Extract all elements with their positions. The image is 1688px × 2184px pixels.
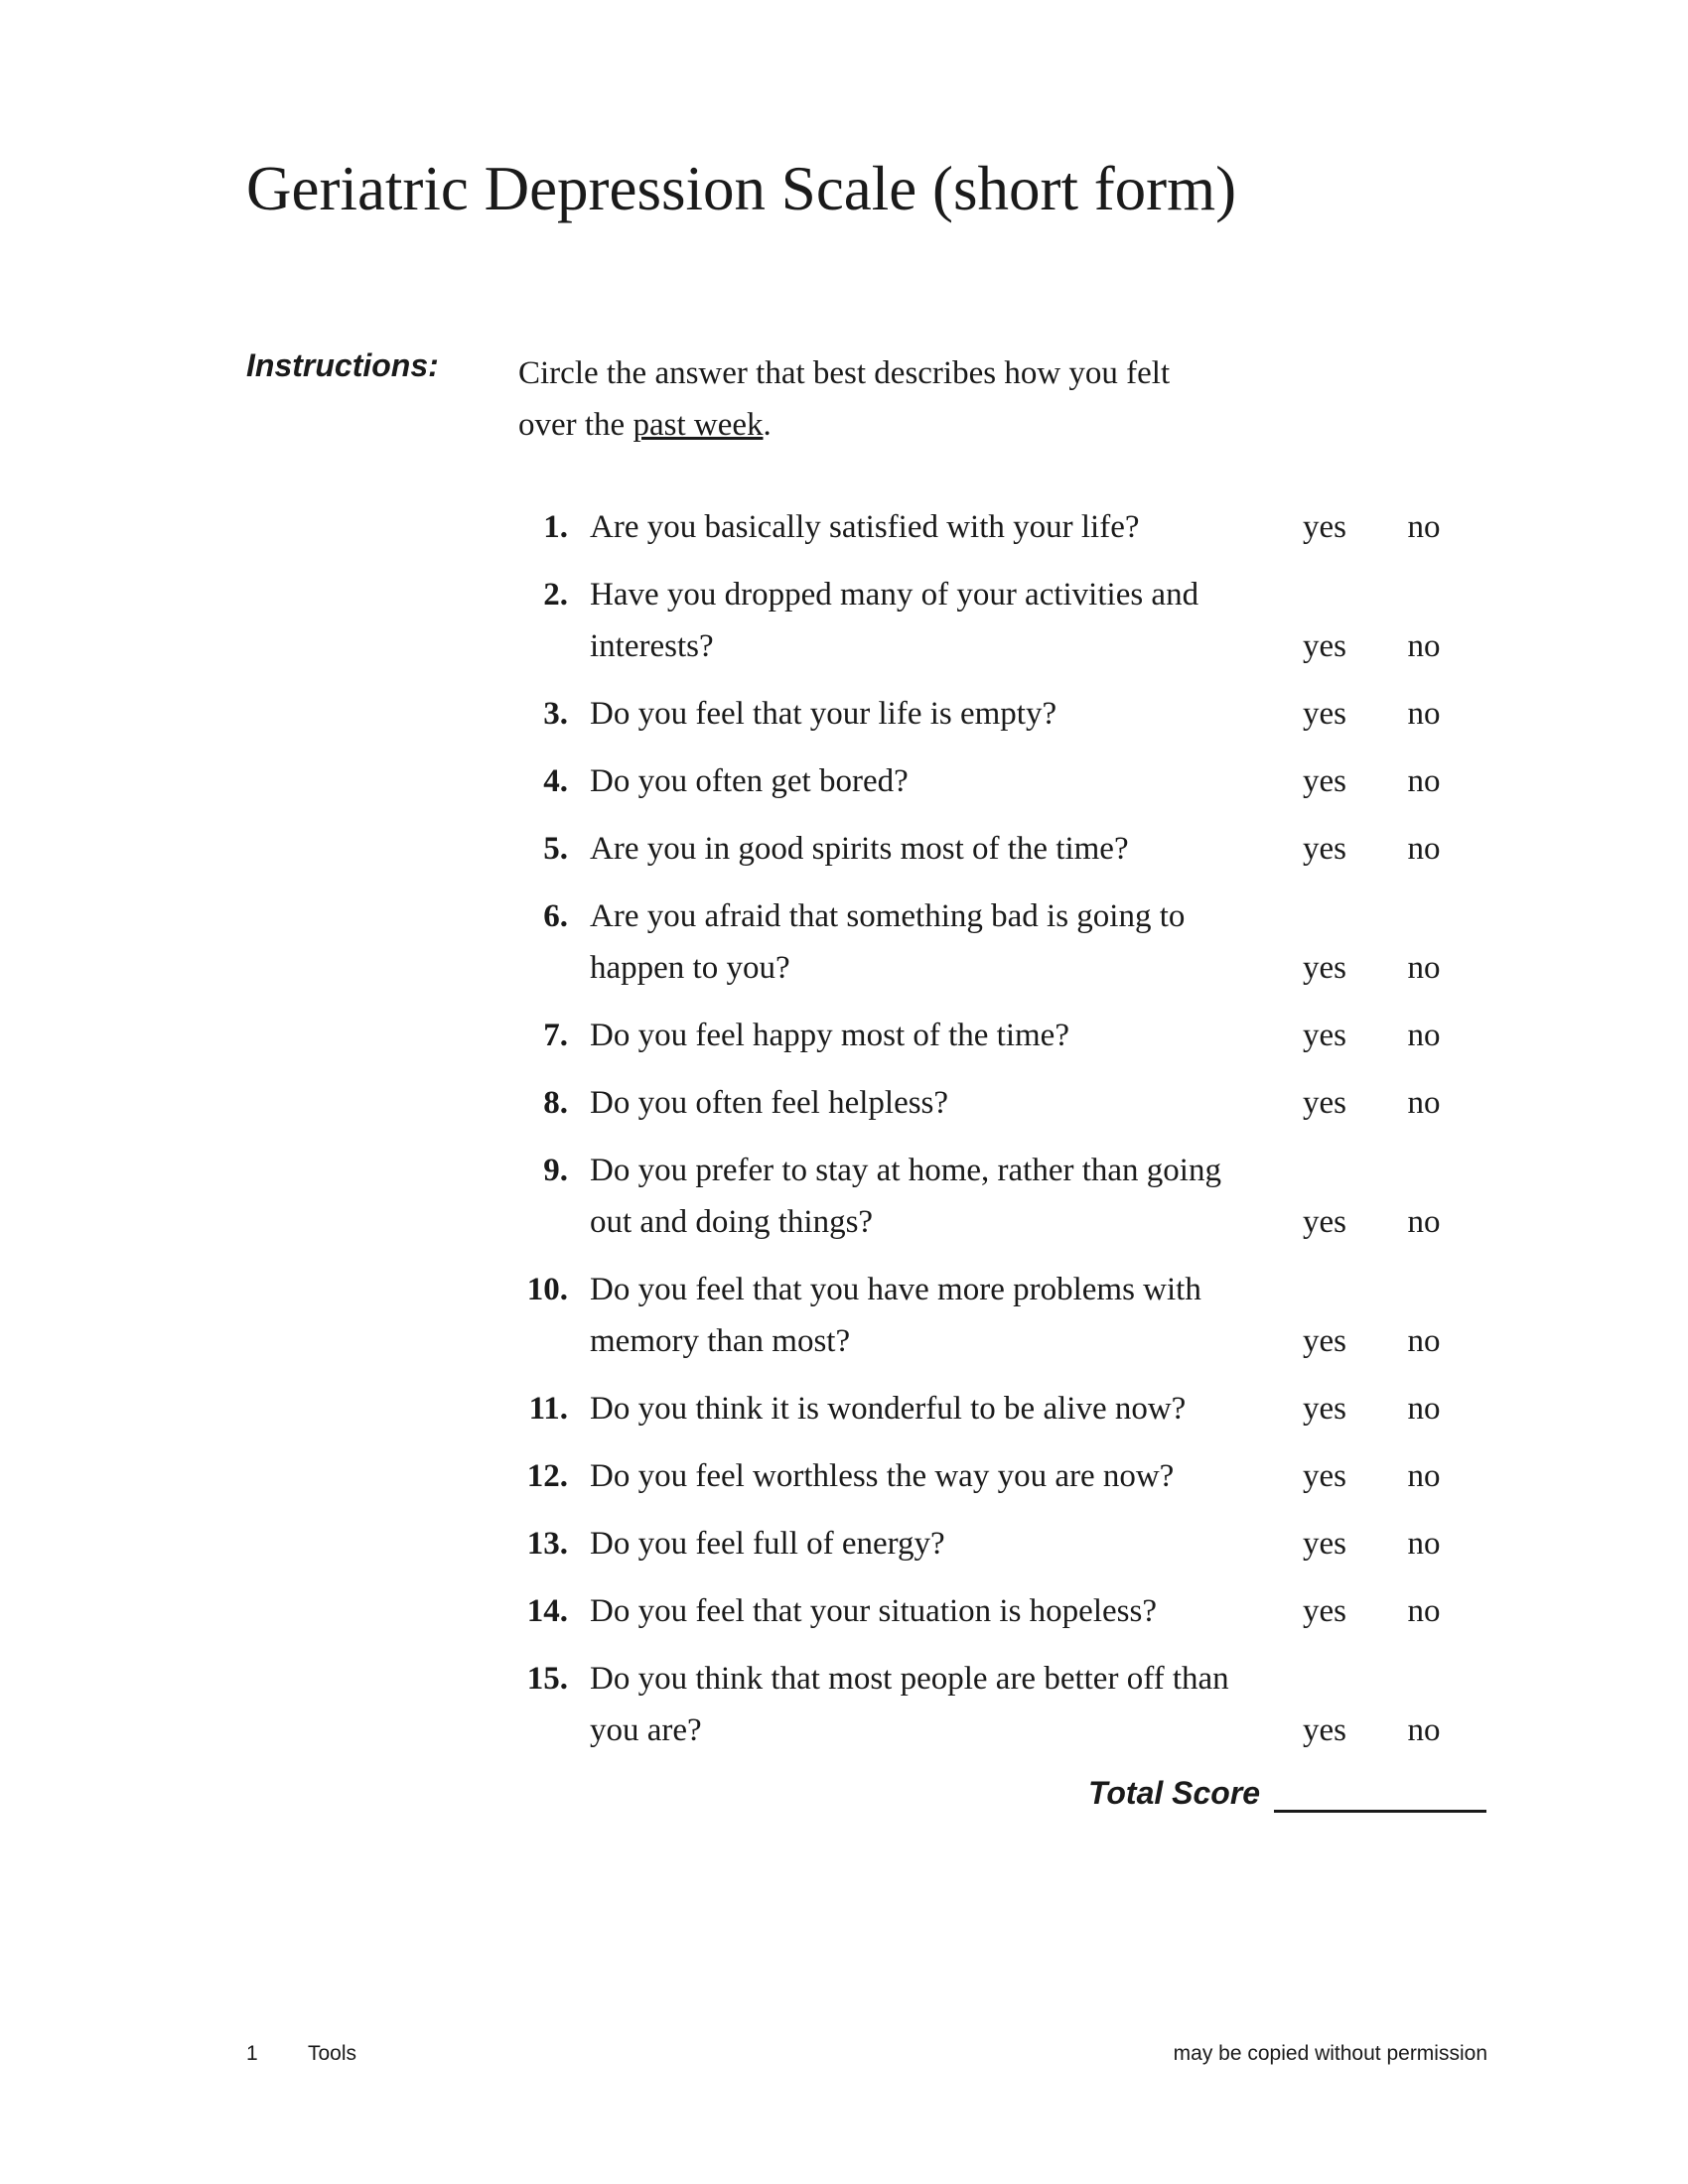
question-text: Do you feel that your life is empty? (590, 696, 1057, 732)
question-number: 13. (526, 1526, 568, 1562)
question-row (496, 688, 1489, 740)
answer-yes[interactable]: yes (1303, 831, 1346, 867)
question-text: Do you think it is wonderful to be alive now? (590, 1391, 1187, 1427)
question-row (496, 890, 1489, 994)
answer-no[interactable]: no (1407, 1085, 1441, 1121)
question-text: Do you feel full of energy? (590, 1526, 945, 1562)
question-text: Do you feel happy most of the time? (590, 1018, 1069, 1053)
instructions-past-week: past week (633, 407, 764, 443)
question-text: Do you feel worthless the way you are now? (590, 1458, 1175, 1494)
instructions-text (518, 347, 1313, 451)
total-score-blank[interactable] (1274, 1778, 1486, 1813)
question-list (496, 501, 1489, 1772)
answer-yes[interactable]: yes (1303, 1712, 1346, 1748)
answer-no[interactable]: no (1407, 1018, 1441, 1053)
question-number: 6. (543, 898, 568, 934)
question-number: 2. (543, 577, 568, 613)
page-title: Geriatric Depression Scale (short form) (246, 154, 1237, 223)
total-score (1088, 1773, 1486, 1813)
question-row (496, 1450, 1489, 1502)
answer-yes[interactable]: yes (1303, 1593, 1346, 1629)
question-row (496, 1585, 1489, 1637)
question-text: Do you prefer to stay at home, rather than going out and doing things? (590, 1153, 1221, 1240)
question-row (496, 1383, 1489, 1434)
question-number: 1. (543, 509, 568, 545)
answer-yes[interactable]: yes (1303, 509, 1346, 545)
question-number: 9. (543, 1153, 568, 1188)
question-text: Have you dropped many of your activities and interests? (590, 577, 1199, 664)
question-text: Do you feel that your situation is hopeless? (590, 1593, 1157, 1629)
question-number: 5. (543, 831, 568, 867)
question-number: 4. (543, 763, 568, 799)
question-row (496, 1077, 1489, 1129)
question-number: 14. (526, 1593, 568, 1629)
answer-no[interactable]: no (1407, 831, 1441, 867)
question-number: 11. (528, 1391, 568, 1427)
answer-yes[interactable]: yes (1303, 1526, 1346, 1562)
question-number: 12. (526, 1458, 568, 1494)
answer-no[interactable]: no (1407, 1204, 1441, 1240)
answer-no[interactable]: no (1407, 1391, 1441, 1427)
answer-no[interactable]: no (1407, 763, 1441, 799)
question-row (496, 501, 1489, 553)
footer-section: Tools (308, 2042, 357, 2065)
instructions-line-2-prefix: over the (518, 407, 633, 443)
question-row (496, 1518, 1489, 1570)
footer-copy-note: may be copied without permission (1173, 2042, 1487, 2065)
answer-yes[interactable]: yes (1303, 1458, 1346, 1494)
question-text: Are you in good spirits most of the time? (590, 831, 1129, 867)
question-text: Are you basically satisfied with your life? (590, 509, 1140, 545)
question-row (496, 1264, 1489, 1367)
answer-yes[interactable]: yes (1303, 950, 1346, 986)
total-score-label: Total Score (1088, 1775, 1261, 1811)
answer-yes[interactable]: yes (1303, 1204, 1346, 1240)
answer-no[interactable]: no (1407, 628, 1441, 664)
question-text: Do you feel that you have more problems with memory than most? (590, 1272, 1201, 1359)
question-text: Are you afraid that something bad is going to happen to you? (590, 898, 1186, 986)
question-row (496, 569, 1489, 672)
question-number: 3. (543, 696, 568, 732)
answer-yes[interactable]: yes (1303, 1018, 1346, 1053)
answer-yes[interactable]: yes (1303, 763, 1346, 799)
instructions-line-2-suffix: . (763, 407, 772, 443)
answer-no[interactable]: no (1407, 1712, 1441, 1748)
answer-yes[interactable]: yes (1303, 1391, 1346, 1427)
question-row (496, 1145, 1489, 1248)
question-text: Do you often get bored? (590, 763, 909, 799)
question-text: Do you think that most people are better off than you are? (590, 1661, 1229, 1748)
question-row (496, 755, 1489, 807)
answer-no[interactable]: no (1407, 1323, 1441, 1359)
question-row (496, 1653, 1489, 1756)
question-number: 8. (543, 1085, 568, 1121)
answer-no[interactable]: no (1407, 1526, 1441, 1562)
answer-yes[interactable]: yes (1303, 628, 1346, 664)
answer-yes[interactable]: yes (1303, 1085, 1346, 1121)
instructions-label: Instructions: (246, 347, 439, 383)
question-text: Do you often feel helpless? (590, 1085, 949, 1121)
answer-yes[interactable]: yes (1303, 1323, 1346, 1359)
answer-no[interactable]: no (1407, 509, 1441, 545)
answer-no[interactable]: no (1407, 1458, 1441, 1494)
answer-yes[interactable]: yes (1303, 696, 1346, 732)
question-number: 15. (526, 1661, 568, 1697)
footer-page-number: 1 (246, 2042, 258, 2065)
answer-no[interactable]: no (1407, 950, 1441, 986)
question-number: 7. (543, 1018, 568, 1053)
question-number: 10. (526, 1272, 568, 1307)
answer-no[interactable]: no (1407, 1593, 1441, 1629)
question-row (496, 823, 1489, 875)
question-row (496, 1010, 1489, 1061)
answer-no[interactable]: no (1407, 696, 1441, 732)
instructions-line-1: Circle the answer that best describes how you felt (518, 355, 1171, 391)
